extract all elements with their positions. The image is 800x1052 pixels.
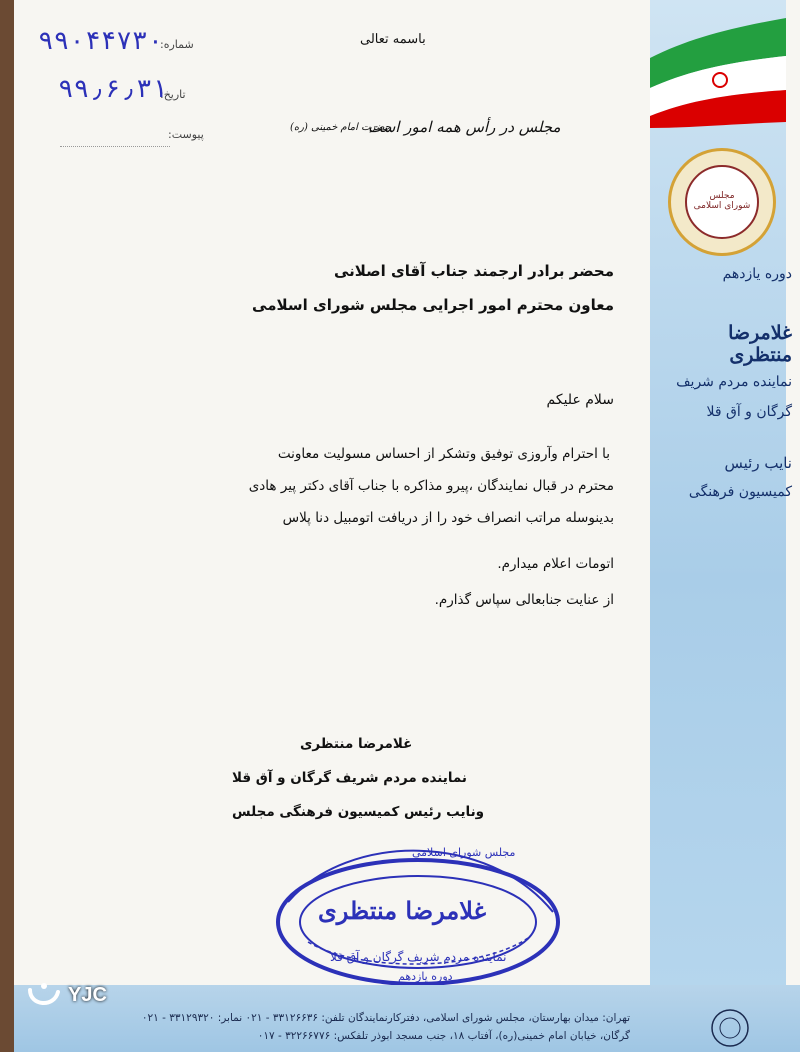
signer-name: غلامرضا منتظری — [300, 736, 413, 752]
imam-quote: مجلس در رأس همه امور است — [368, 118, 561, 136]
footer-address-gorgan: گرگان، خیابان امام خمینی(ره)، آفتاب ۱۸، جنب مسجد ابوذر تلفکس: ۳۲۲۶۶۷۷۶ - ۰۱۷ — [257, 1030, 630, 1042]
stamp-rep: نماینده مردم شریف گرگان و آق قلا — [330, 950, 507, 964]
signer-title2: ونایب رئیس کمیسیون فرهنگی مجلس — [232, 804, 485, 820]
emblem-line1: مجلس — [709, 191, 735, 202]
stamp-org: مجلس شورای اسلامی — [412, 846, 516, 859]
body-line3: بدینوسله مراتب انصراف خود را از دریافت اتومبیل دنا پلاس — [282, 510, 614, 526]
yjc-text: YJC — [68, 983, 107, 1006]
body-line4: اتومات اعلام میدارم. — [497, 556, 614, 572]
recipient-line2: معاون محترم امور اجرایی مجلس شورای اسلامی — [252, 296, 614, 314]
signer-title1: نماینده مردم شریف گرگان و آق قلا — [232, 770, 468, 786]
parliament-emblem — [668, 148, 776, 256]
footer-emblem-icon — [700, 1006, 760, 1050]
iran-flag-icon — [650, 18, 786, 128]
sidebar-term: دوره یازدهم — [722, 266, 792, 282]
basmala: باسمه تعالی — [360, 32, 426, 47]
sidebar-vp: نایب رئیس — [724, 454, 792, 472]
letter-number: ۹۹۰۴۴۷۳۰ — [38, 26, 164, 56]
number-label: شماره: — [160, 38, 194, 51]
letter-date: ۹۹٫۶٫۳۱ — [58, 74, 168, 104]
date-label: تاریخ: — [160, 88, 186, 101]
recipient-line1: محضر برادر ارجمند جناب آقای اصلانی — [333, 262, 614, 280]
footer-address-tehran: تهران: میدان بهارستان، مجلس شورای اسلامی، دفترکارنمایندگان تلفن: ۳۳۱۲۶۶۳۶ - ۰۲۱ نمابر: ۳۳۱۲۹۳۲۰ - ۰۲۱ — [141, 1012, 630, 1024]
emblem-line2: شورای اسلامی — [693, 201, 751, 211]
closing-line: از عنایت جنابعالی سپاس گذارم. — [434, 592, 614, 608]
sidebar-city: گرگان و آق قلا — [706, 404, 792, 420]
body-line1: با احترام وآروزی توفیق وتشکر از احساس مسولیت معاونت — [277, 446, 610, 462]
greeting: سلام علیکم — [546, 392, 614, 408]
yjc-watermark — [26, 980, 107, 1010]
sidebar-rep: نماینده مردم شریف — [676, 374, 792, 390]
sidebar-commission: کمیسیون فرهنگی — [688, 484, 792, 500]
yjc-logo-icon — [26, 980, 62, 1010]
stamp-name: غلامرضا منتظری — [318, 896, 487, 925]
sidebar-name: غلامرضا منتظری — [728, 322, 792, 366]
body-line2: محترم در قبال نمایندگان ،پیرو مذاکره با جناب آقای دکتر پیر هادی — [248, 478, 614, 494]
quote-attribution: حضرت امام خمینی (ره) — [290, 122, 391, 133]
attachment-label: پیوست: — [168, 128, 204, 141]
attachment-line — [60, 146, 170, 147]
stamp-term: دوره یازدهم — [398, 970, 453, 983]
